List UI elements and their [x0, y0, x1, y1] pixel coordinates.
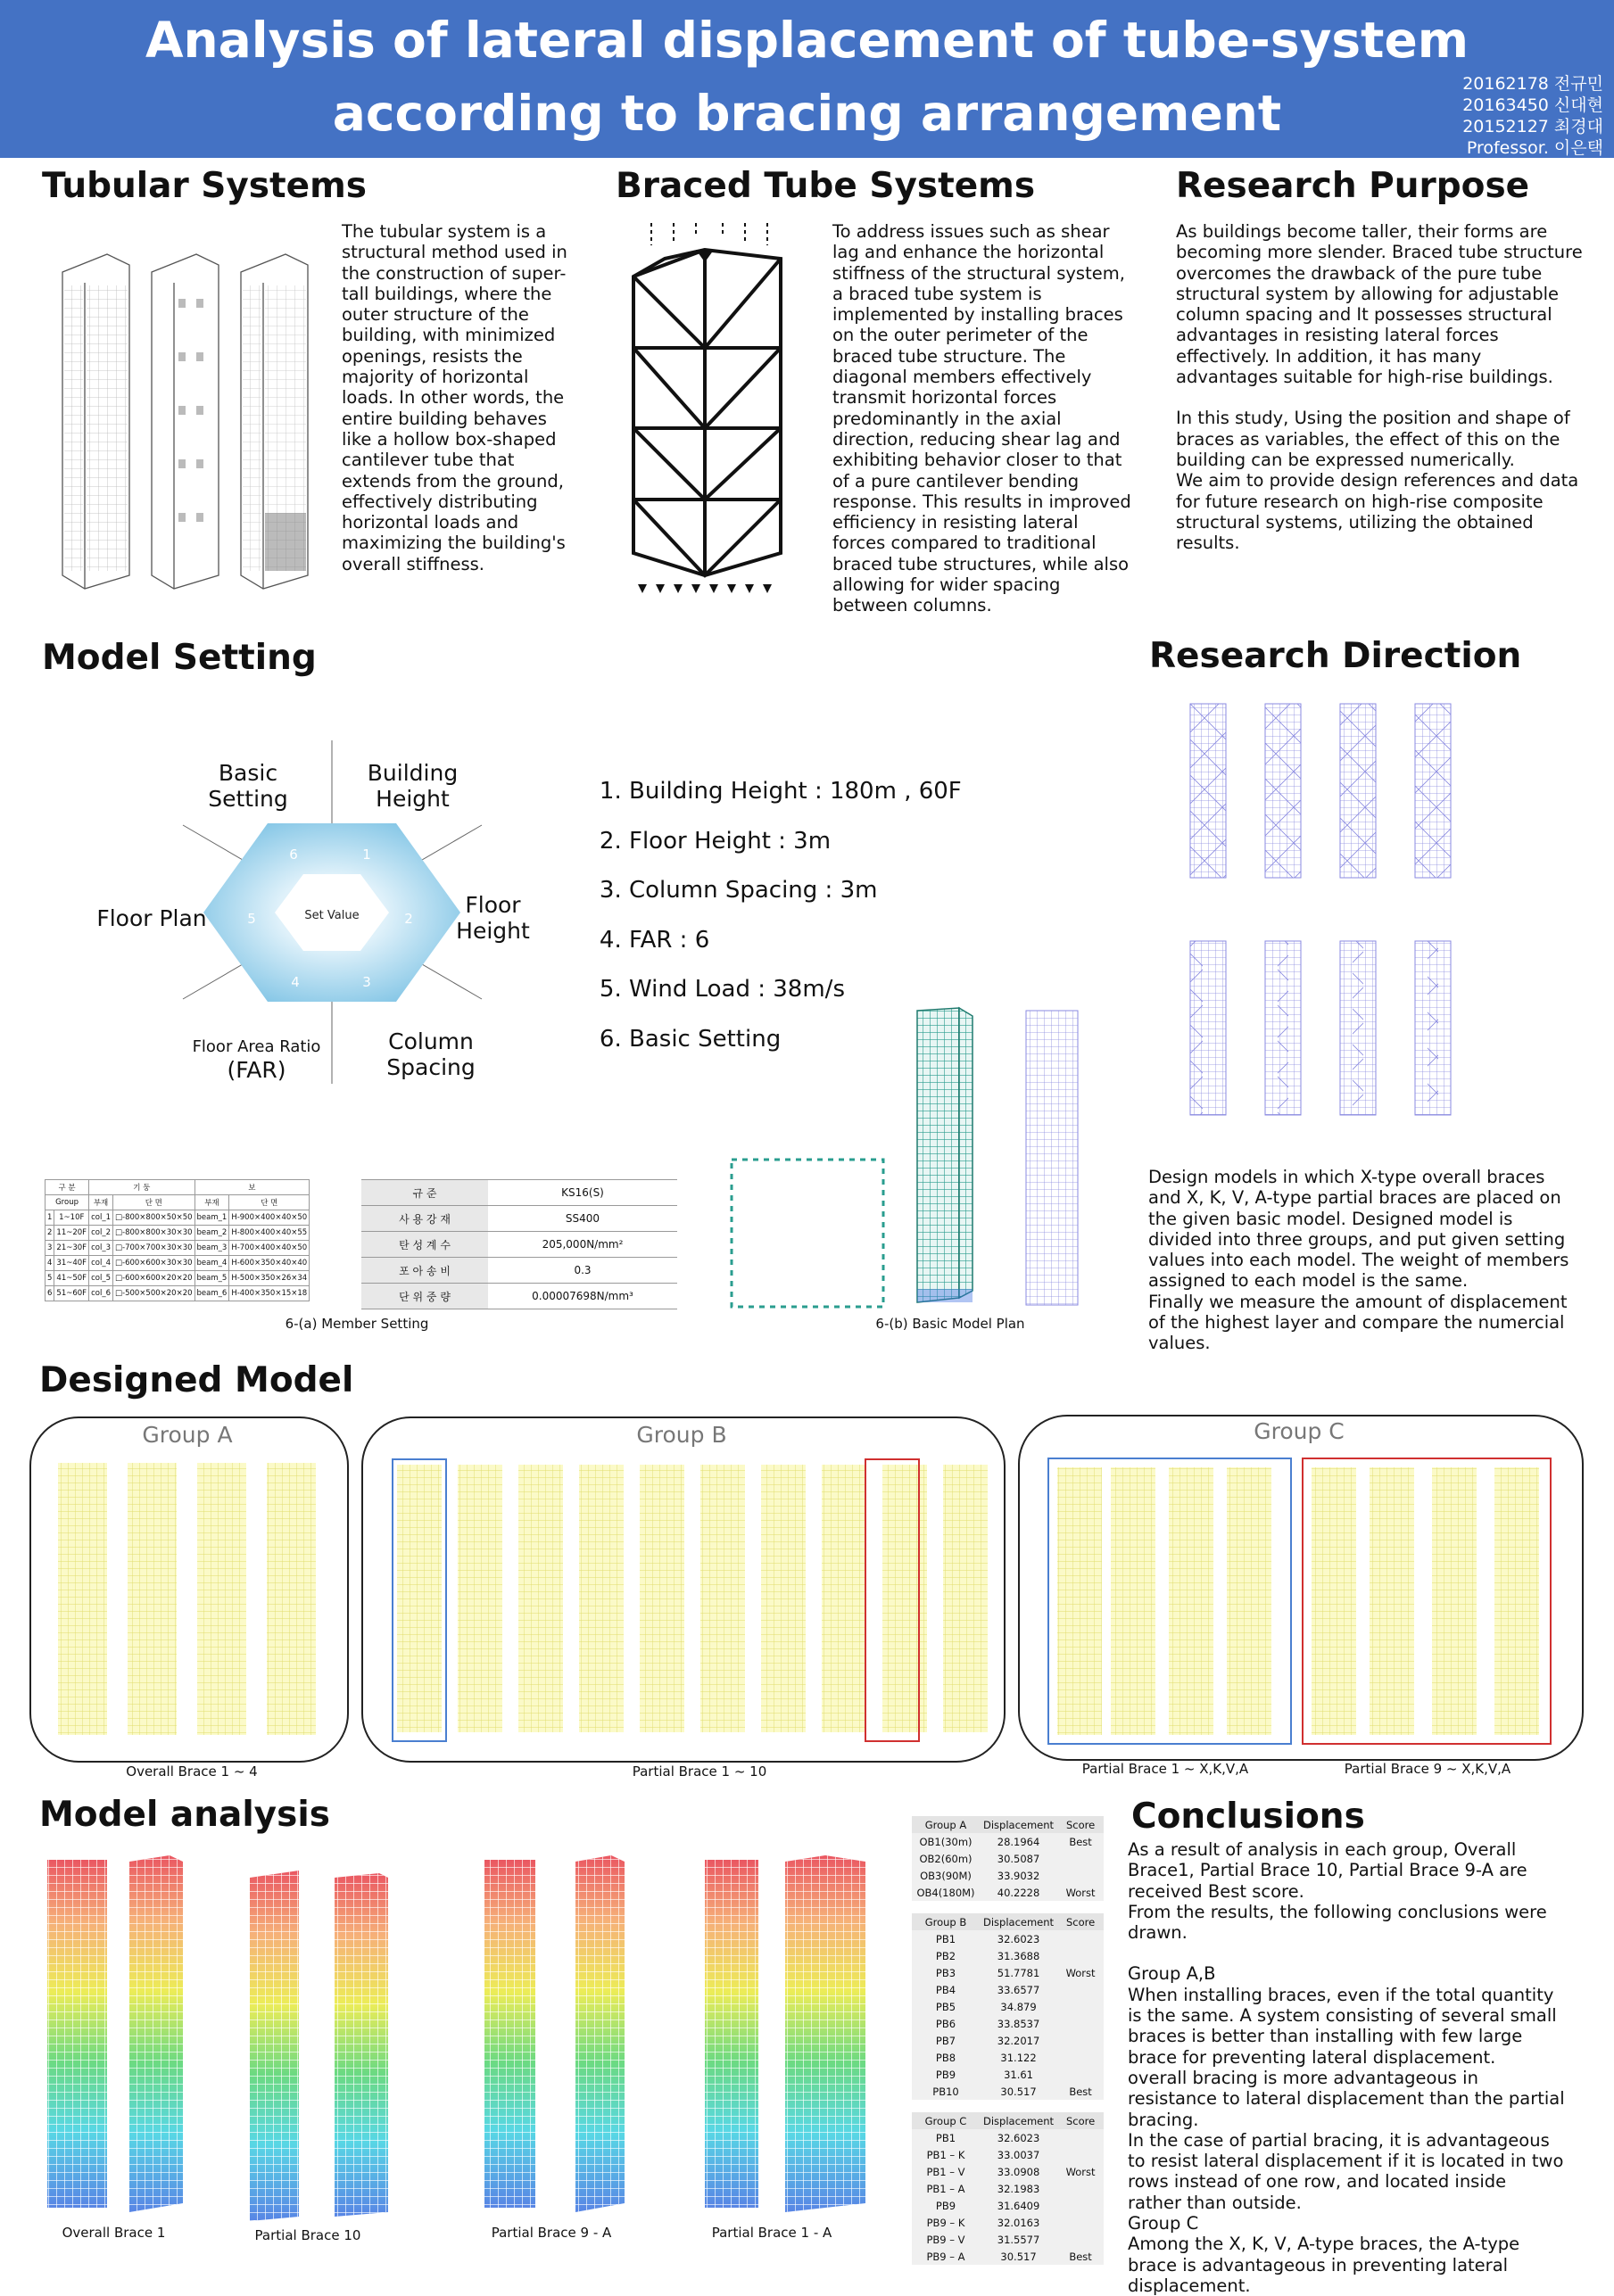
cell: H-400×350×15×18 — [229, 1286, 310, 1301]
table-row — [912, 1998, 1104, 2015]
direction-heading: Research Direction — [1149, 636, 1522, 676]
cell: 4 — [46, 1256, 54, 1271]
cell: beam_6 — [195, 1286, 229, 1301]
cell: □-800×800×30×30 — [112, 1226, 195, 1241]
cell: 21~30F — [54, 1241, 89, 1256]
cell: 31.122 — [980, 2049, 1057, 2066]
direction-p2: Finally we measure the amount of displacement of the highest layer and compare the numercial values. — [1148, 1291, 1568, 1354]
cell: OB3(90M) — [912, 1867, 980, 1884]
cell: OB4(180M) — [912, 1884, 980, 1901]
member-row — [46, 1241, 310, 1256]
tubular-heading: Tubular Systems — [42, 166, 367, 206]
cell: 2 — [46, 1226, 54, 1241]
setting-4: 4. FAR : 6 — [629, 916, 962, 966]
cell: 11~20F — [54, 1226, 89, 1241]
member-row — [46, 1210, 310, 1226]
plan-view — [732, 1160, 883, 1307]
member-row — [46, 1256, 310, 1271]
member-h2-beam: 부재 — [195, 1195, 229, 1210]
material-row — [361, 1180, 677, 1206]
cell: 31.6409 — [980, 2197, 1057, 2214]
cell: Best — [1057, 2248, 1104, 2265]
table-row — [912, 2032, 1104, 2049]
cell: PB10 — [912, 2083, 980, 2100]
direction-row-partial — [1190, 941, 1451, 1115]
member-h-group: 구 분 — [46, 1180, 89, 1195]
title-line-1: Analysis of lateral displacement of tube-system — [145, 12, 1469, 69]
label-far-abbr: (FAR) — [227, 1057, 286, 1083]
group-c-caption-1: Partial Brace 1 ~ X,K,V,A — [1081, 1761, 1249, 1777]
member-row — [46, 1271, 310, 1286]
member-row — [46, 1286, 310, 1301]
cell: □-800×800×50×50 — [112, 1210, 195, 1226]
cell: PB7 — [912, 2032, 980, 2049]
cell: 규 준 — [361, 1180, 488, 1206]
cell: □-500×500×20×20 — [112, 1286, 195, 1301]
cell: 0.3 — [488, 1258, 677, 1284]
results-head-c — [912, 2112, 1104, 2129]
cell: 34.879 — [980, 1998, 1057, 2015]
cell: SS400 — [488, 1206, 677, 1232]
tubular-text: The tubular system is a structural method used in the construction of super-tall buildings, where the outer structure of the building, with minimized openings, resists the majority of horizontal loads. In other words, the entire building behaves like a hollow box-shaped cantilever tube that extends from the ground, effectively distributing horizontal loads and maximizing the building's overall stiffness. — [342, 221, 567, 574]
cell — [1057, 2180, 1104, 2197]
direction-row-overall — [1190, 704, 1451, 878]
hex-num-6: 6 — [289, 847, 298, 863]
group-a-models — [54, 1461, 330, 1742]
direction-p1: Design models in which X-type overall braces and X, K, V, A-type partial braces are placed on the given basic model. Designed model is divided into three groups, and put given setting values into each model. The weight of members assigned to each model is the same. — [1148, 1167, 1569, 1292]
designed-model-heading: Designed Model — [39, 1360, 354, 1400]
cell: 51.7781 — [980, 1964, 1057, 1981]
cell: PB9 — [912, 2066, 980, 2083]
cell — [1057, 2214, 1104, 2231]
hex-num-1: 1 — [362, 847, 371, 863]
cell: col_6 — [89, 1286, 113, 1301]
group-a-title: Group A — [142, 1422, 233, 1448]
cell: beam_1 — [195, 1210, 229, 1226]
research-direction-models — [1187, 700, 1454, 1119]
table-row — [912, 2180, 1104, 2197]
material-row — [361, 1206, 677, 1232]
cell: 33.6577 — [980, 1981, 1057, 1998]
group-c-caption-2: Partial Brace 9 ~ X,K,V,A — [1344, 1761, 1511, 1777]
basic-model-3d — [917, 1008, 959, 1302]
cell: 31~40F — [54, 1256, 89, 1271]
group-c-title: Group C — [1254, 1418, 1345, 1444]
group-c-models — [1044, 1454, 1561, 1748]
cell: beam_5 — [195, 1271, 229, 1286]
cell: 0.00007698N/mm³ — [488, 1284, 677, 1309]
cell: 1 — [46, 1210, 54, 1226]
cell: 31.5577 — [980, 2231, 1057, 2248]
cell: beam_4 — [195, 1256, 229, 1271]
analysis-caption-1: Overall Brace 1 — [62, 2225, 166, 2241]
cell: 탄 성 계 수 — [361, 1232, 488, 1258]
conclusions-p5: overall bracing is more advantageous in resistance to lateral displacement than the partial bracing. — [1128, 2067, 1565, 2130]
col-score: Score — [1057, 2112, 1104, 2129]
col-displacement: Displacement — [980, 1913, 1057, 1930]
cell: PB1 – K — [912, 2146, 980, 2163]
cell: 사 용 강 재 — [361, 1206, 488, 1232]
purpose-p3: We aim to provide design references and data for future research on high-rise composite structural systems, utilizing the obtained results. — [1176, 470, 1579, 554]
cell — [1057, 2197, 1104, 2214]
cell: col_3 — [89, 1241, 113, 1256]
cell: 30.517 — [980, 2248, 1057, 2265]
cell: PB9 – A — [912, 2248, 980, 2265]
cell: col_2 — [89, 1226, 113, 1241]
purpose-p1: As buildings become taller, their forms are becoming more slender. Braced tube structure overcomes the drawback of the pure tube structural system by allowing for adjustable column spacing and It possesses structural advantages in resisting lateral forces effectively. In addition, it has many advantages suitable for high-rise buildings. — [1176, 221, 1583, 388]
tubular-building-illustration — [45, 219, 330, 593]
conclusions-p2: From the results, the following conclusions were drawn. — [1128, 1901, 1547, 1944]
cell: 30.517 — [980, 2083, 1057, 2100]
member-h-beam: 보 — [195, 1180, 310, 1195]
member-h2-col: 부재 — [89, 1195, 113, 1210]
basic-model-plan-figure — [723, 1003, 1088, 1311]
cell: col_5 — [89, 1271, 113, 1286]
cell: Worst — [1057, 1964, 1104, 1981]
label-far-name: Floor Area Ratio — [192, 1037, 321, 1056]
group-b-label: Group B — [912, 1913, 980, 1930]
title-line-2: according to bracing arrangement — [332, 85, 1282, 142]
group-b-models — [388, 1456, 995, 1746]
table-row — [912, 1930, 1104, 1947]
displacement-contour-figures — [40, 1851, 879, 2221]
label-far — [178, 1037, 335, 1083]
cell — [1057, 2066, 1104, 2083]
col-displacement: Displacement — [980, 1816, 1057, 1833]
member-setting-table-wrap — [45, 1179, 310, 1301]
cell: H-500×350×26×34 — [229, 1271, 310, 1286]
results-head-a — [912, 1816, 1104, 1833]
conclusions-heading: Conclusions — [1131, 1796, 1365, 1837]
table-row — [912, 1867, 1104, 1884]
cell: 31.3688 — [980, 1947, 1057, 1964]
cell: PB5 — [912, 1998, 980, 2015]
cell — [1057, 2015, 1104, 2032]
table-row — [912, 1850, 1104, 1867]
hex-num-5: 5 — [247, 911, 256, 927]
label-floor-height: Floor Height — [456, 892, 530, 944]
basic-model-elevation — [1026, 1011, 1078, 1305]
member-row — [46, 1226, 310, 1241]
cell: PB6 — [912, 2015, 980, 2032]
group-a-caption: Overall Brace 1 ~ 4 — [126, 1763, 258, 1780]
hex-num-2: 2 — [404, 911, 413, 927]
cell: 32.6023 — [980, 1930, 1057, 1947]
conclusions-p6: In the case of partial bracing, it is advantageous to resist lateral displacement if it is located in two rows instead of one row, and located inside rather than outside. — [1128, 2129, 1564, 2213]
model-analysis-heading: Model analysis — [39, 1795, 330, 1835]
table-row — [912, 2197, 1104, 2214]
cell: 32.0163 — [980, 2214, 1057, 2231]
cell — [1057, 2032, 1104, 2049]
cell: H-600×350×40×40 — [229, 1256, 310, 1271]
braced-tube-illustration — [625, 223, 821, 598]
cell: 205,000N/mm² — [488, 1232, 677, 1258]
table-row — [912, 2129, 1104, 2146]
group-c-label: Group C — [912, 2112, 980, 2129]
braced-text: To address issues such as shear lag and enhance the horizontal stiffness of the structural system, a braced tube system is implemented by installing braces on the outer perimeter of the braced tube structure. The diagonal members effectively transmit horizontal forces predominantly in the axial direction, reducing shear lag and exhibiting behavior closer to that of a pure cantilever bending response. This results in improved efficiency in resisting lateral forces compared to traditional braced tube structures, while also allowing for wider spacing between columns. — [832, 221, 1131, 616]
cell: PB1 — [912, 2129, 980, 2146]
results-head-b — [912, 1913, 1104, 1930]
setting-6: 6. Basic Setting — [629, 1015, 962, 1065]
braced-heading: Braced Tube Systems — [616, 166, 1036, 206]
hex-num-4: 4 — [291, 974, 300, 990]
cell: Best — [1057, 1833, 1104, 1850]
cell — [1057, 2129, 1104, 2146]
table-row — [912, 2049, 1104, 2066]
setting-1: 1. Building Height : 180m , 60F — [629, 767, 962, 817]
setting-3: 3. Column Spacing : 3m — [629, 866, 962, 916]
conclusions-p4: When installing braces, even if the total quantity is the same. A system consisting of several small braces is better than installing with few large brace for preventing lateral displacement. — [1128, 1984, 1557, 2068]
cell: beam_2 — [195, 1226, 229, 1241]
cell — [1057, 1947, 1104, 1964]
cell: □-700×700×30×30 — [112, 1241, 195, 1256]
author-list — [1462, 73, 1603, 159]
material-table-wrap — [361, 1179, 677, 1309]
cell: 3 — [46, 1241, 54, 1256]
cell: 33.9032 — [980, 1867, 1057, 1884]
cell: 6 — [46, 1286, 54, 1301]
cell: H-700×400×40×50 — [229, 1241, 310, 1256]
cell: beam_3 — [195, 1241, 229, 1256]
analysis-caption-2: Partial Brace 10 — [254, 2227, 361, 2243]
purpose-text — [1176, 221, 1588, 553]
cell: 5 — [46, 1271, 54, 1286]
cell: 포 아 송 비 — [361, 1258, 488, 1284]
direction-text — [1148, 1167, 1577, 1354]
table-row — [912, 2146, 1104, 2163]
label-column-spacing: Column Spacing — [386, 1028, 476, 1080]
contour-overall-brace-1 — [47, 1855, 183, 2212]
table-row — [912, 2163, 1104, 2180]
cell: 32.6023 — [980, 2129, 1057, 2146]
table-row — [912, 1833, 1104, 1850]
cell — [1057, 2146, 1104, 2163]
cell — [1057, 2049, 1104, 2066]
table-row — [912, 2214, 1104, 2231]
cell — [1057, 1867, 1104, 1884]
cell: PB2 — [912, 1947, 980, 1964]
hex-num-3: 3 — [362, 974, 371, 990]
table-row — [912, 1947, 1104, 1964]
cell: PB1 — [912, 1930, 980, 1947]
cell: 40.2228 — [980, 1884, 1057, 1901]
conclusions-p3: Group A,B — [1128, 1963, 1216, 1985]
cell: □-600×600×30×30 — [112, 1256, 195, 1271]
table-row — [912, 2015, 1104, 2032]
table-row — [912, 2083, 1104, 2100]
member-h2-beam-sec: 단 면 — [229, 1195, 310, 1210]
cell: □-600×600×20×20 — [112, 1271, 195, 1286]
model-setting-heading: Model Setting — [42, 638, 317, 678]
member-h2-col-sec: 단 면 — [112, 1195, 195, 1210]
purpose-heading: Research Purpose — [1176, 166, 1530, 206]
cell: PB9 – V — [912, 2231, 980, 2248]
cell: 33.0037 — [980, 2146, 1057, 2163]
material-row — [361, 1258, 677, 1284]
cell: 33.8537 — [980, 2015, 1057, 2032]
group-b-title: Group B — [636, 1422, 727, 1448]
cell: OB1(30m) — [912, 1833, 980, 1850]
cell: OB2(60m) — [912, 1850, 980, 1867]
table-row — [912, 1964, 1104, 1981]
member-setting-table — [45, 1179, 310, 1301]
cell: 1~10F — [54, 1210, 89, 1226]
table-row — [912, 1981, 1104, 1998]
professor: Professor. 이은택 — [1466, 138, 1603, 158]
cell: 41~50F — [54, 1271, 89, 1286]
cell: KS16(S) — [488, 1180, 677, 1206]
member-setting-caption: 6-(a) Member Setting — [285, 1316, 429, 1332]
cell: 51~60F — [54, 1286, 89, 1301]
cell: Worst — [1057, 2163, 1104, 2180]
group-a-label: Group A — [912, 1816, 980, 1833]
analysis-caption-4: Partial Brace 1 - A — [711, 2225, 832, 2241]
cell: col_4 — [89, 1256, 113, 1271]
conclusions-p7: Group C — [1128, 2213, 1199, 2234]
col-displacement: Displacement — [980, 2112, 1057, 2129]
label-floor-plan: Floor Plan — [96, 905, 207, 931]
cell: 32.2017 — [980, 2032, 1057, 2049]
cell: PB4 — [912, 1981, 980, 1998]
cell: 32.1983 — [980, 2180, 1057, 2197]
material-table — [361, 1179, 677, 1309]
cell — [1057, 2231, 1104, 2248]
material-row — [361, 1284, 677, 1309]
setting-5: 5. Wind Load : 38m/s — [629, 965, 962, 1015]
cell: 33.0908 — [980, 2163, 1057, 2180]
hex-center-label: Set Value — [304, 909, 360, 922]
cell: 단 위 중 량 — [361, 1284, 488, 1309]
author-2: 20163450 신대현 — [1462, 95, 1603, 115]
cell: PB1 – A — [912, 2180, 980, 2197]
poster-title — [0, 4, 1614, 150]
member-h-column: 기 둥 — [89, 1180, 195, 1195]
conclusions-p1: As a result of analysis in each group, Overall Brace1, Partial Brace 10, Partial Brace 9-A are received Best score. — [1128, 1839, 1527, 1902]
cell: col_1 — [89, 1210, 113, 1226]
cell: 31.61 — [980, 2066, 1057, 2083]
purpose-p2: In this study, Using the position and shape of braces as variables, the effect of this on the building can be expressed numerically. — [1176, 408, 1570, 470]
author-1: 20162178 전규민 — [1462, 74, 1603, 94]
cell — [1057, 1930, 1104, 1947]
results-table — [912, 1816, 1104, 2265]
col-score: Score — [1057, 1913, 1104, 1930]
cell: H-800×400×40×55 — [229, 1226, 310, 1241]
table-row — [912, 2248, 1104, 2265]
author-3: 20152127 최경대 — [1462, 117, 1603, 136]
material-row — [361, 1232, 677, 1258]
cell — [1057, 1998, 1104, 2015]
cell — [1057, 1850, 1104, 1867]
conclusions-p8: Among the X, K, V, A-type braces, the A-type brace is advantageous in preventing lateral displacement. — [1128, 2234, 1520, 2296]
contour-partial-brace-9-a — [484, 1855, 625, 2212]
cell: 28.1964 — [980, 1833, 1057, 1850]
cell: PB1 – V — [912, 2163, 980, 2180]
group-b-caption: Partial Brace 1 ~ 10 — [632, 1763, 767, 1780]
member-h2-group: Group — [46, 1195, 89, 1210]
table-row — [912, 2231, 1104, 2248]
contour-partial-brace-10 — [250, 1871, 388, 2221]
cell: Worst — [1057, 1884, 1104, 1901]
cell: PB3 — [912, 1964, 980, 1981]
cell: PB9 – K — [912, 2214, 980, 2231]
table-row — [912, 2066, 1104, 2083]
setting-2: 2. Floor Height : 3m — [629, 817, 962, 867]
cell: H-900×400×40×50 — [229, 1210, 310, 1226]
cell: PB9 — [912, 2197, 980, 2214]
analysis-caption-3: Partial Brace 9 - A — [491, 2225, 612, 2241]
basic-model-plan-caption: 6-(b) Basic Model Plan — [875, 1316, 1025, 1332]
conclusions-text — [1128, 1839, 1565, 2296]
label-building-height: Building Height — [367, 760, 459, 812]
contour-partial-brace-1-a — [705, 1855, 865, 2212]
results-table-wrap — [912, 1816, 1104, 2265]
cell — [1057, 1981, 1104, 1998]
cell: 30.5087 — [980, 1850, 1057, 1867]
col-score: Score — [1057, 1816, 1104, 1833]
table-row — [912, 1884, 1104, 1901]
label-basic-setting: Basic Setting — [208, 760, 288, 812]
cell: Best — [1057, 2083, 1104, 2100]
cell: PB8 — [912, 2049, 980, 2066]
